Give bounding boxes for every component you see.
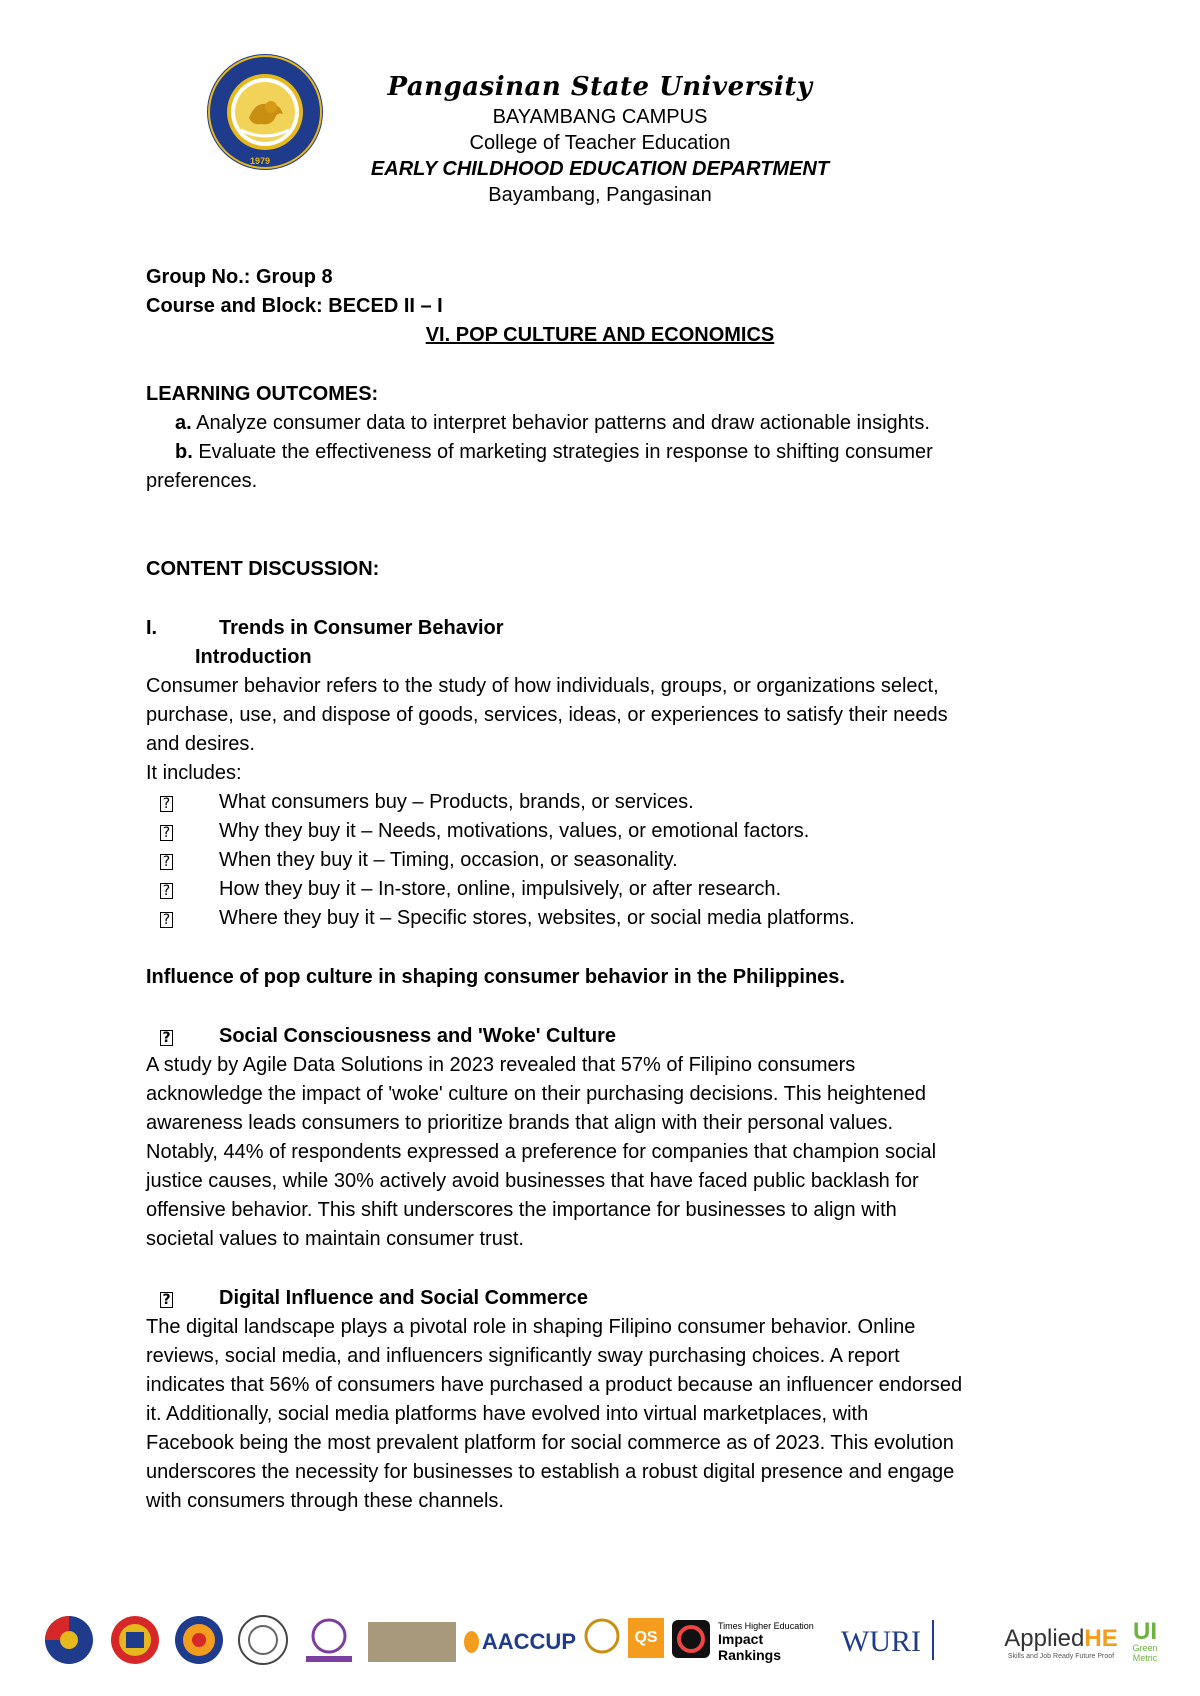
world-ranking-badge bbox=[932, 1620, 998, 1660]
applied-he-text: HE bbox=[1084, 1624, 1118, 1652]
green-text: Green bbox=[1132, 1643, 1158, 1653]
woke-line: societal values to maintain consumer trust. bbox=[146, 1228, 524, 1250]
section-title: Trends in Consumer Behavior bbox=[219, 617, 504, 639]
intro-line-3: and desires. bbox=[146, 733, 255, 755]
group-number: Group No.: Group 8 bbox=[146, 266, 333, 288]
bullet-marker: ? bbox=[160, 796, 173, 812]
woke-line: Notably, 44% of respondents expressed a preference for companies that champion social bbox=[146, 1141, 937, 1163]
pasuc-seal-logo bbox=[582, 1612, 622, 1672]
digital-line: reviews, social media, and influencers significantly sway purchasing choices. A report bbox=[146, 1345, 900, 1367]
section-number: I. bbox=[146, 617, 158, 639]
the-impact-rankings-logo bbox=[718, 1612, 830, 1672]
ched-seal-logo bbox=[172, 1612, 226, 1672]
outcome-b-text: Evaluate the effectiveness of marketing strategies in response to shifting consumer bbox=[192, 441, 933, 463]
learning-outcomes-heading: LEARNING OUTCOMES: bbox=[146, 383, 379, 405]
digital-influence-heading: Digital Influence and Social Commerce bbox=[219, 1287, 588, 1309]
college-name: College of Teacher Education bbox=[469, 132, 731, 154]
the-line2: Impact Rankings bbox=[718, 1631, 782, 1663]
digital-line: with consumers through these channels. bbox=[146, 1490, 504, 1512]
digital-line: it. Additionally, social media platforms have evolved into virtual marketplaces, with bbox=[146, 1403, 869, 1425]
wuri-text: WURI bbox=[841, 1625, 921, 1658]
bullet-marker: ? bbox=[160, 1292, 173, 1308]
digital-line: indicates that 56% of consumers have purchased a product because an influencer endorsed bbox=[146, 1374, 963, 1396]
the-rankings-icon bbox=[670, 1612, 712, 1672]
woke-line: A study by Agile Data Solutions in 2023 revealed that 57% of Filipino consumers bbox=[146, 1054, 856, 1076]
bullet-marker: ? bbox=[160, 912, 173, 928]
iso-award-logo bbox=[298, 1612, 360, 1672]
qs-text: QS bbox=[634, 1629, 658, 1646]
university-name: Pangasinan State University bbox=[387, 72, 813, 102]
bullet-marker: ? bbox=[160, 825, 173, 841]
campus-location: Bayambang, Pangasinan bbox=[488, 184, 712, 206]
content-discussion-heading: CONTENT DISCUSSION: bbox=[146, 558, 380, 580]
department-name: EARLY CHILDHOOD EDUCATION DEPARTMENT bbox=[370, 158, 830, 180]
woke-line: acknowledge the impact of 'woke' culture on their purchasing decisions. This heightened bbox=[146, 1083, 926, 1105]
wuri-logo bbox=[836, 1612, 926, 1672]
influence-heading: Influence of pop culture in shaping consumer behavior in the Philippines. bbox=[146, 966, 845, 988]
intro-line-1: Consumer behavior refers to the study of how individuals, groups, or organizations select, bbox=[146, 675, 939, 697]
ui-greenmetric-logo bbox=[1120, 1612, 1170, 1672]
the-line1: Times Higher Education bbox=[718, 1621, 814, 1631]
bullet-marker: ? bbox=[160, 854, 173, 870]
investors-badge-logo bbox=[368, 1622, 456, 1662]
intro-line-2: purchase, use, and dispose of goods, services, ideas, or experiences to satisfy their needs bbox=[146, 704, 948, 726]
applied-text: Applied bbox=[1004, 1624, 1085, 1652]
ui-text: UI bbox=[1133, 1618, 1157, 1645]
course-block: Course and Block: BECED II – I bbox=[146, 295, 443, 317]
woke-culture-heading: Social Consciousness and 'Woke' Culture bbox=[219, 1025, 617, 1047]
digital-line: Facebook being the most prevalent platform for social commerce as of 2023. This evolution bbox=[146, 1432, 954, 1454]
appliedhe-logo bbox=[1002, 1612, 1120, 1672]
woke-line: offensive behavior. This shift underscores the importance for businesses to align with bbox=[146, 1199, 897, 1221]
bullet-marker: ? bbox=[160, 883, 173, 899]
introduction-heading: Introduction bbox=[195, 646, 312, 668]
seal-year: 1979 bbox=[250, 156, 271, 166]
outcome-a-text: Analyze consumer data to interpret behavior patterns and draw actionable insights. bbox=[191, 412, 930, 434]
bullet-item: When they buy it – Timing, occasion, or seasonality. bbox=[219, 849, 678, 871]
digital-line: underscores the necessity for businesses to establish a robust digital presence and engage bbox=[146, 1461, 955, 1483]
government-seal-logo bbox=[236, 1612, 290, 1672]
qs-logo bbox=[628, 1618, 664, 1658]
metric-text: Metric bbox=[1132, 1653, 1158, 1663]
outcome-b bbox=[175, 441, 933, 464]
aaccup-logo bbox=[464, 1612, 576, 1672]
woke-line: justice causes, while 30% actively avoid businesses that have faced public backlash for bbox=[146, 1170, 919, 1192]
outcome-b-continued: preferences. bbox=[146, 470, 258, 492]
bullet-item: Where they buy it – Specific stores, websites, or social media platforms. bbox=[219, 907, 855, 929]
bagong-pilipinas-logo bbox=[40, 1612, 98, 1672]
footer-logos bbox=[40, 1612, 1170, 1678]
bullet-item: Why they buy it – Needs, motivations, values, or emotional factors. bbox=[219, 820, 810, 842]
asean-logo bbox=[108, 1612, 162, 1672]
applied-subtitle: Skills and Job Ready Future Proof bbox=[1007, 1652, 1115, 1660]
digital-line: The digital landscape plays a pivotal role in shaping Filipino consumer behavior. Online bbox=[146, 1316, 916, 1338]
includes-label: It includes: bbox=[146, 762, 242, 784]
outcome-a bbox=[175, 412, 930, 435]
campus-name: BAYAMBANG CAMPUS bbox=[492, 106, 708, 128]
bullet-item: What consumers buy – Products, brands, or services. bbox=[219, 791, 694, 813]
page-title: VI. POP CULTURE AND ECONOMICS bbox=[425, 324, 775, 346]
outcome-a-label: a. bbox=[175, 412, 192, 434]
outcome-b-label: b. bbox=[175, 441, 193, 463]
bullet-item: How they buy it – In-store, online, impulsively, or after research. bbox=[219, 878, 782, 900]
woke-line: awareness leads consumers to prioritize brands that align with their personal values. bbox=[146, 1112, 894, 1134]
aaccup-text: AACCUP bbox=[481, 1629, 576, 1654]
bullet-marker: ? bbox=[160, 1030, 173, 1046]
